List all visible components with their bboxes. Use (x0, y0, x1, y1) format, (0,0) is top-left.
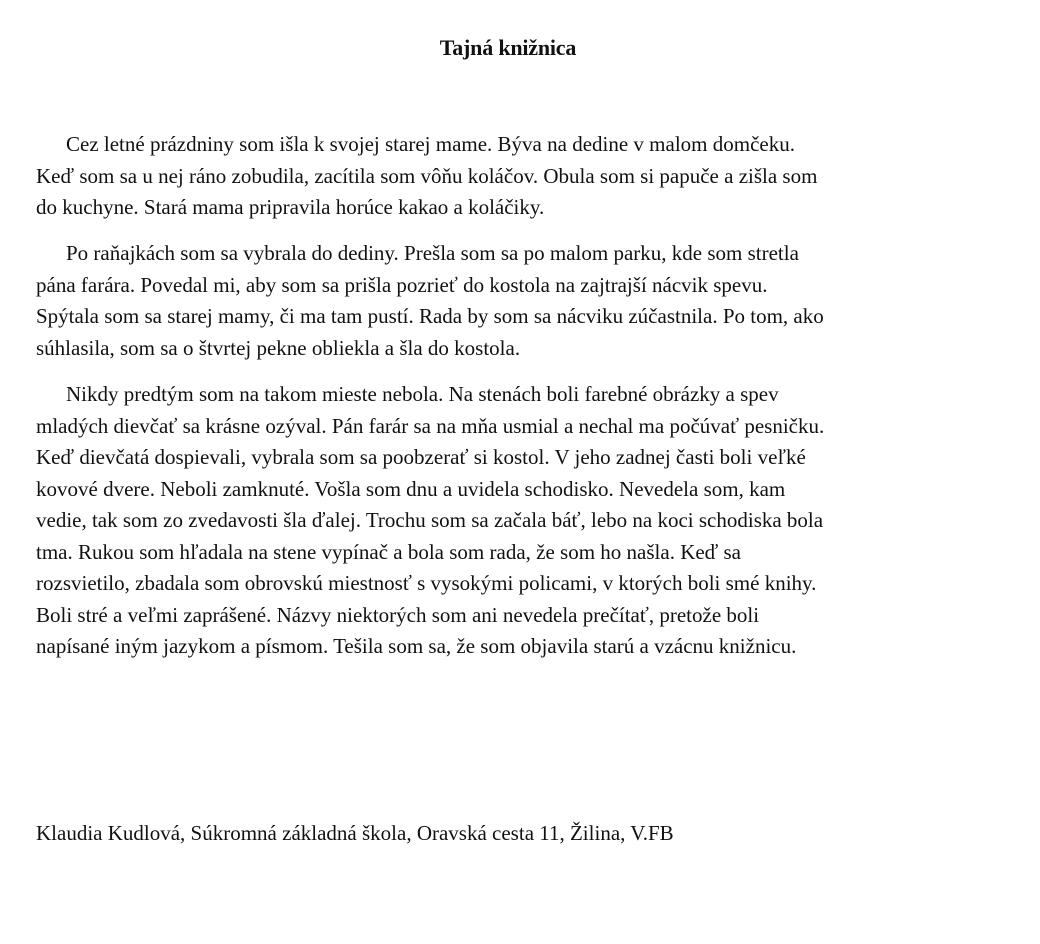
text-line: Cez letné prázdniny som išla k svojej starej mame. Býva na dedine v malom domčeku. (66, 132, 795, 156)
document-title: Tajná knižnica (439, 35, 577, 60)
text-line: do kuchyne. Stará mama pripravila horúce kakao a koláčiky. (36, 195, 545, 219)
text-line: Boli stré a veľmi zaprášené. Názvy niektorých som ani nevedela prečítať, pretože boli (36, 602, 760, 627)
text-line: mladých dievčať sa krásne ozýval. Pán farár sa na mňa usmial a nechal ma počúvať pesničku. (36, 413, 825, 438)
text-line: Keď som sa u nej ráno zobudila, zacítila som vôňu koláčov. Obula som si papuče a zišla som (36, 163, 818, 188)
text-line: Nikdy predtým som na takom mieste nebola. Na stenách boli farebné obrázky a spev (66, 382, 779, 406)
text-line: pána farára. Povedal mi, aby som sa prišla pozrieť do kostola na zajtrajší nácvik spevu. (36, 272, 768, 297)
text-line: kovové dvere. Neboli zamknuté. Vošla som dnu a uvidela schodisko. Nevedela som, kam (36, 476, 786, 501)
text-line: napísané iným jazykom a písmom. Tešila som sa, že som objavila starú a vzácnu knižnicu. (36, 634, 797, 658)
paragraph-3 (36, 379, 1016, 663)
text-line: Po raňajkách som sa vybrala do dediny. Prešla som sa po malom parku, kde som stretla (66, 241, 799, 265)
text-line: Keď dievčatá dospievali, vybrala som sa poobzerať si kostol. V jeho zadnej časti boli veľké (36, 445, 806, 469)
text-line: tma. Rukou som hľadala na stene vypínač a bola som rada, že som ho našla. Keď sa (36, 539, 741, 564)
text-line: súhlasila, som sa o štvrtej pekne obliekla a šla do kostola. (36, 335, 521, 360)
text-line: vedie, tak som zo zvedavosti šla ďalej. Trochu som sa začala báť, lebo na koci schodiska bola (36, 508, 824, 532)
text-line: rozsvietilo, zbadala som obrovskú miestnosť s vysokými policami, v ktorých boli smé knihy. (36, 571, 817, 595)
author-signature: Klaudia Kudlová, Súkromná základná škola, Oravská cesta 11, Žilina, V.FB (36, 821, 674, 845)
text-line: Spýtala som sa starej mamy, či ma tam pustí. Rada by som sa nácviku zúčastnila. Po tom, ako (36, 304, 824, 328)
paragraph-1 (36, 129, 1016, 224)
paragraph-2 (36, 238, 1016, 364)
